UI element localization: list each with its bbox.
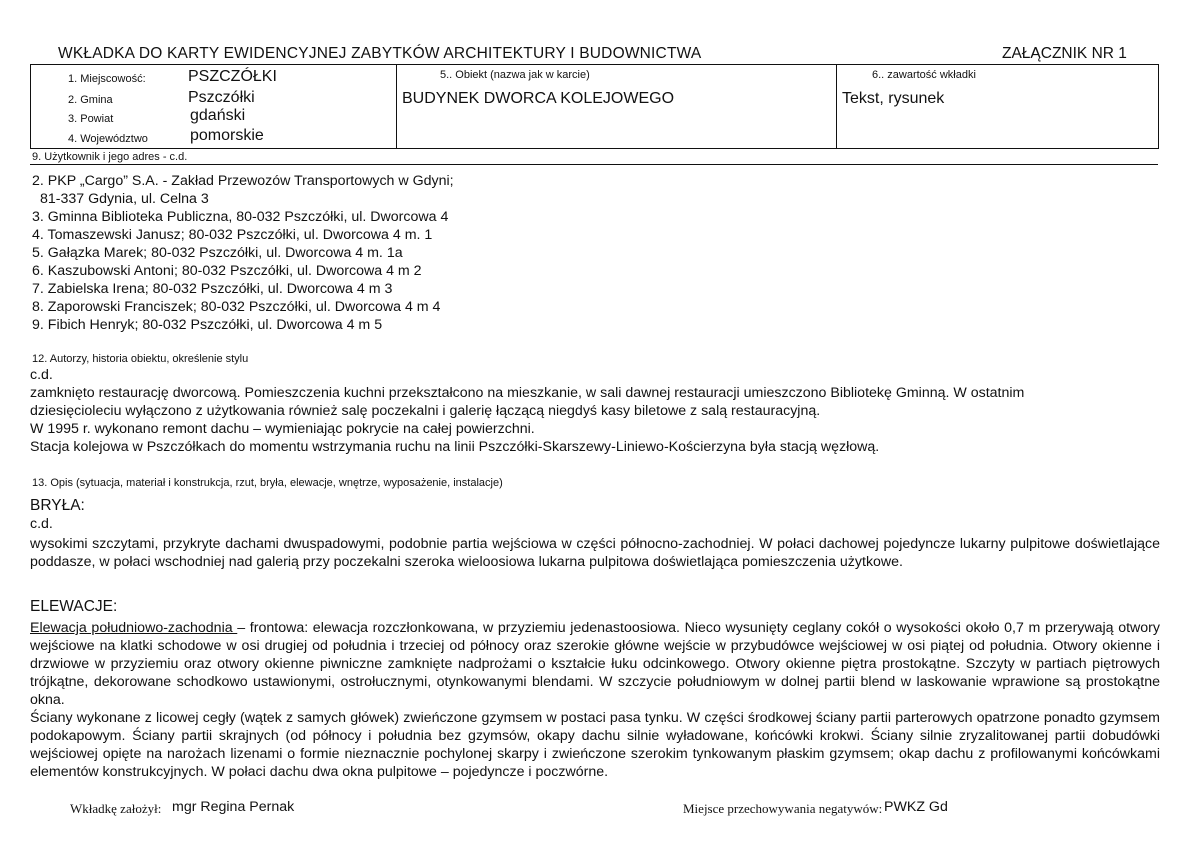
object-value: BUDYNEK DWORCA KOLEJOWEGO: [402, 90, 675, 107]
gmina-value: Pszczółki: [188, 89, 255, 106]
wojewodztwo-value: pomorskie: [190, 127, 264, 144]
user-line: 7. Zabielska Irena; 80-032 Pszczółki, ul. Dworcowa 4 m 3: [32, 281, 393, 297]
storage-label: Miejsce przechowywania negatywów:: [683, 801, 883, 816]
author-label: Wkładkę założył:: [70, 801, 162, 816]
elewacje-heading: ELEWACJE:: [30, 598, 118, 615]
walls-text: Ściany wykonane z licowej cegły (wątek z samych główek) zwieńczone gzymsem w postaci pasa tynku. W części środkowej ściany partii parterowych opatrzone ponadto gzymsem podokapowym. Ściany partii skrajnych (od północy i południa bez gzymsów, okapy dachu silnie wyładowane, końcówki krokwi. Ściany silnie zryzalitowanej partii dobudówki wejściowej opięte na narożach lizenami o formie nieznacznie pochylonej skarpy i zwieńczone szerokim tynkowanym płaskim gzymsem; okap dachu z profilowanymi końcówkami elementów konstrukcyjnych. W połaci dachu dwa okna pulpitowe – pojedyncze i poczwórne.: [30, 710, 1160, 780]
contents-label: 6.. zawartość wkładki: [872, 69, 976, 81]
miejscowosc-value: PSZCZÓŁKI: [188, 68, 277, 85]
user-line: 8. Zaporowski Franciszek; 80-032 Pszczółki, ul. Dworcowa 4 m 4: [32, 299, 441, 315]
storage-value: PWKZ Gd: [884, 799, 948, 815]
description-label: 13. Opis (sytuacja, materiał i konstrukcja, rzut, bryła, elewacje, wnętrze, wyposażenie, instalacje): [32, 477, 503, 489]
user-line: 9. Fibich Henryk; 80-032 Pszczółki, ul. Dworcowa 4 m 5: [32, 317, 383, 333]
history-line: dziesięcioleciu wyłączono z użytkowania również salę poczekalni i galerię łączącą niegdyś kasy biletowe z salą restauracyjną.: [30, 403, 821, 419]
gmina-label: 2. Gmina: [68, 94, 113, 106]
elewacja-paragraph: [30, 619, 1160, 709]
bryla-heading: BRYŁA:: [30, 497, 85, 514]
history-line: W 1995 r. wykonano remont dachu – wymieniając pokrycie na całej powierzchni.: [30, 421, 535, 437]
user-line: 4. Tomaszewski Janusz; 80-032 Pszczółki, ul. Dworcowa 4 m. 1: [32, 227, 433, 243]
user-line: 3. Gminna Biblioteka Publiczna, 80-032 Pszczółki, ul. Dworcowa 4: [32, 209, 449, 225]
history-cd: c.d.: [30, 367, 53, 383]
contents-value: Tekst, rysunek: [842, 90, 945, 107]
card-title: WKŁADKA DO KARTY EWIDENCYJNEJ ZABYTKÓW ARCHITEKTURY I BUDOWNICTWA: [58, 45, 702, 62]
miejscowosc-label: 1. Miejscowość:: [68, 73, 146, 85]
history-line: zamknięto restaurację dworcową. Pomieszczenia kuchni przekształcono na mieszkanie, w sali dawnej restauracji umieszczono Bibliotekę Gminną. W ostatnim: [30, 385, 1025, 401]
powiat-label: 3. Powiat: [68, 113, 114, 125]
history-label: 12. Autorzy, historia obiektu, określenie stylu: [32, 353, 249, 365]
object-label: 5.. Obiekt (nazwa jak w karcie): [440, 69, 590, 81]
author-value: mgr Regina Pernak: [172, 799, 295, 815]
section-divider: [30, 164, 1158, 165]
user-line: 81-337 Gdynia, ul. Celna 3: [40, 191, 209, 207]
user-line: 2. PKP „Cargo” S.A. - Zakład Przewozów Transportowych w Gdyni;: [32, 173, 454, 189]
bryla-cd: c.d.: [30, 516, 53, 532]
history-line: Stacja kolejowa w Pszczółkach do momentu wstrzymania ruchu na linii Pszczółki-Skarszewy-Liniewo-Kościerzyna była stacją węzłową.: [30, 439, 880, 455]
user-line: 5. Gałązka Marek; 80-032 Pszczółki, ul. Dworcowa 4 m. 1a: [32, 245, 403, 261]
wojewodztwo-label: 4. Województwo: [68, 133, 148, 145]
user-line: 6. Kaszubowski Antoni; 80-032 Pszczółki, ul. Dworcowa 4 m 2: [32, 263, 422, 279]
powiat-value: gdański: [190, 107, 246, 124]
elewacja-text: – frontowa: elewacja rozczłonkowana, w przyziemiu jedenastoosiowa. Nieco wysunięty ceglany cokół o wysokości około 0,7 m przerywają otwory wejściowe na klatki schodowe w osi drugiej od południa i trzeciej od północy oraz szerokie główne wejście w przybudówce wejściowej w osi piątej od południa. Otwory okienne i drzwiowe w przyziemiu oraz otwory okienne piwniczne zamknięte nadprożami o kształcie łuku odcinkowego. Otwory okienne piętra prostokątne. Szczyty w partiach piętrowych trójkątne, dekorowane schodkowo ustawionymi, ostrołucznymi, otynkowanymi blendami. W szczycie południowym w dolnej partii blend w laskowanie wprawione są prostokątne okna.: [30, 620, 1160, 708]
elewacja-title: Elewacja południowo-zachodnia: [30, 620, 238, 636]
attachment-number: ZAŁĄCZNIK NR 1: [1002, 45, 1127, 62]
column-divider: [836, 64, 837, 148]
users-label: 9. Użytkownik i jego adres - c.d.: [32, 151, 188, 163]
column-divider: [396, 64, 397, 148]
bryla-text: wysokimi szczytami, przykryte dachami dwuspadowymi, podobnie partia wejściowa w części północno-zachodniej. W połaci dachowej pojedyncze lukarny pulpitowe doświetlające poddasze, w połaci wschodniej nad galerią przy poczekalni szeroka wieloosiowa lukarna pulpitowa doświetlająca pomieszczenia użytkowe.: [30, 536, 1160, 570]
